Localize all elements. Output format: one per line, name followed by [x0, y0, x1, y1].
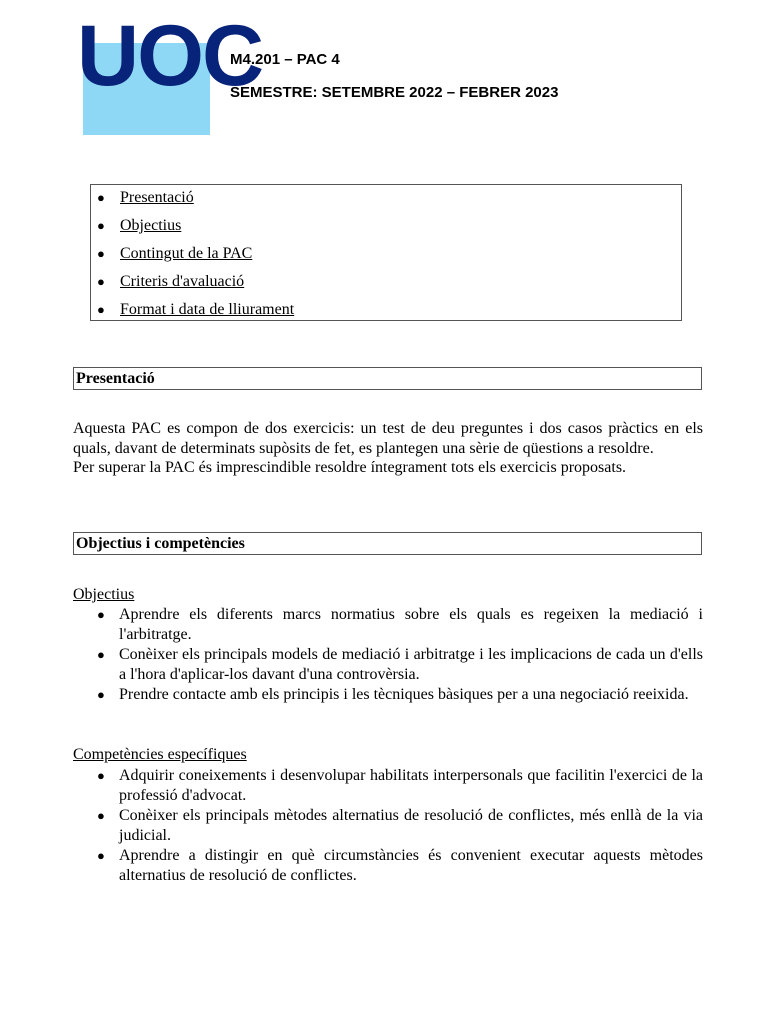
toc-link-criteris[interactable]: Criteris d'avaluació: [120, 273, 245, 290]
bullet-icon: ●: [97, 768, 105, 783]
course-code: M4.201 – PAC 4: [230, 51, 340, 68]
list-item-text: Conèixer els principals mètodes alternatius de resolució de conflictes, més enllà de la via judicial.: [119, 807, 703, 844]
objectius-list: [73, 605, 703, 705]
list-item-text: Adquirir coneixements i desenvolupar habilitats interpersonals que facilitin l'exercici de la professió d'advocat.: [119, 767, 703, 804]
competencies-subtitle: [73, 745, 247, 765]
bullet-icon: ●: [97, 607, 105, 622]
bullet-icon: ●: [97, 848, 105, 863]
logo-text: UOC: [77, 8, 263, 104]
toc-link-presentacio[interactable]: Presentació: [120, 189, 194, 206]
presentacio-paragraph-2: Per superar la PAC és imprescindible resoldre íntegrament tots els exercicis proposats.: [73, 459, 627, 476]
list-item: [73, 806, 703, 846]
section-heading-presentacio: Presentació: [73, 367, 702, 390]
bullet-icon: ●: [97, 302, 105, 317]
uoc-logo: [77, 8, 263, 135]
list-item: [73, 605, 703, 645]
bullet-icon: ●: [97, 190, 105, 205]
toc-link-format[interactable]: Format i data de lliurament: [120, 301, 295, 318]
bullet-icon: ●: [97, 647, 105, 662]
toc-link-objectius[interactable]: Objectius: [120, 217, 182, 234]
list-item: [73, 846, 703, 886]
list-item-text: Aprendre els diferents marcs normatius sobre els quals es regeixen la mediació i l'arbitratge.: [119, 606, 703, 643]
list-item-text: Aprendre a distingir en què circumstàncies és convenient executar aquests mètodes alternatius de resolució de conflictes.: [119, 847, 703, 884]
competencies-list: [73, 766, 703, 886]
bullet-icon: ●: [97, 246, 105, 261]
list-item-text: Prendre contacte amb els principis i les tècniques bàsiques per a una negociació reeixida.: [119, 686, 689, 703]
bullet-icon: ●: [97, 687, 105, 702]
toc-link-contingut[interactable]: Contingut de la PAC: [120, 245, 253, 262]
bullet-icon: ●: [97, 218, 105, 233]
table-of-contents: [90, 184, 682, 321]
bullet-icon: ●: [97, 274, 105, 289]
list-item: [73, 766, 703, 806]
competencies-subtitle-text: Competències específiques: [73, 746, 247, 763]
objectius-subtitle: [73, 585, 134, 605]
objectius-subtitle-text: Objectius: [73, 586, 135, 603]
list-item: [73, 685, 703, 705]
semester-title: SEMESTRE: SETEMBRE 2022 – FEBRER 2023: [230, 84, 559, 101]
list-item: [73, 645, 703, 685]
presentacio-paragraph-1: Aquesta PAC es compon de dos exercicis: un test de deu preguntes i dos casos pràctics en els quals, davant de determinats supòsits de fet, es plantegen una sèrie de qüestions a resoldre.: [73, 420, 703, 457]
list-item-text: Conèixer els principals models de mediació i arbitratge i les implicacions de cada un d'ells a l'hora d'aplicar-los davant d'una controvèrsia.: [119, 646, 703, 683]
bullet-icon: ●: [97, 808, 105, 823]
presentacio-text: [73, 419, 703, 478]
section-heading-objectius: Objectius i competències: [73, 532, 702, 555]
